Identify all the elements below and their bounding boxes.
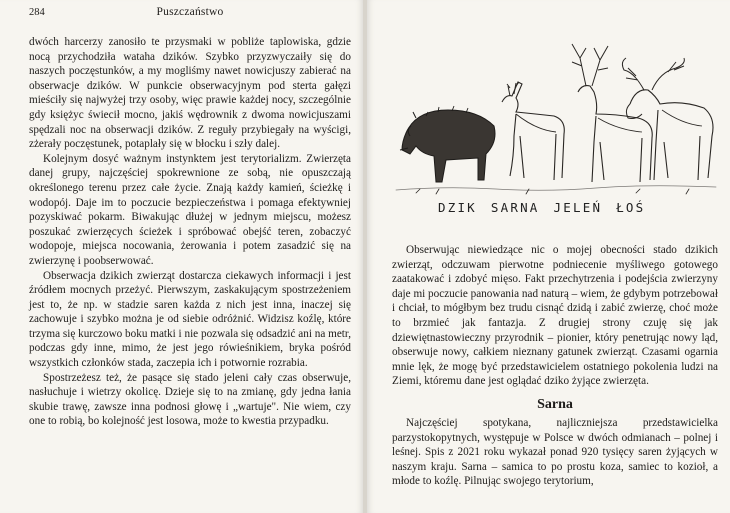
section-heading: Sarna (537, 396, 573, 412)
paragraph: dwóch harcerzy zanosiło te przysmaki w pobliże taplowiska, gdzie nocą przychodziła wataha dzików. Szybko przyzwyczaiły się do naszych poczęstunków, a my mogliśmy nawet nowicjuszy zabierać na obserwacje dzików. W punkcie obserwacyjnym pod sterta gałęzi mieściły się najwyżej trzy osoby, więc prawie każdej nocy, szczególnie gdy księżyc świecił mocno, jakiś wędrownik z dwoma nowicjuszami spędzali noc na obserwacji dzików. Z reguły przybiegały na wyścigi, zżerały poczęstunek, potaplały się w błocku i szły dalej. (29, 36, 351, 151)
boar-figure (400, 106, 495, 182)
caption-jelen: JELEŃ (553, 200, 603, 215)
paragraph: Kolejnym dosyć ważnym instynktem jest terytorializm. Zwierzęta danej grupy, najczęściej spokrewnione ze sobą, nie opuszczają określonego terenu przez całe życie. Znają każdy kamień, ścieżkę i wodopój. Daje im to poczucie bezpieczeństwa i pomaga efektywniej pozyskiwać pokarm. Biwakując dłużej w jednym miejscu, możesz poszukać zwierzęcych ścieżek i spróbować obejść teren, zobaczyć wodopoje, miejsca nocowania, żerowania i potem zasadzić się na zwierzynę i poobserwować. (29, 152, 351, 267)
running-title: Puszczaństwo (156, 6, 224, 18)
left-page (0, 0, 363, 513)
right-body-text (392, 243, 718, 489)
moose-figure (622, 58, 713, 180)
illustration-caption (438, 200, 645, 215)
caption-sarna: SARNA (490, 200, 540, 215)
paragraph: Obserwując niewiedzące nic o mojej obecności stado dzikich zwierząt, odczuwam pierwotne podniecenie myśliwego gotowego zaatakować i zdobyć mięso. Fakt przechytrzenia i podejścia zwierzyny daje mi poczucie panowania nad naturą – wiem, że gdybym potrzebował i chciał, to mógłbym bez trudu cisnąć dzidą i zabić zwierzę, choć może to brzmieć jak fantazja. Z drugiej strony czuję się jak dziewiętnastowieczny przyrodnik – pionier, który penetrując nowy ląd, obserwuje nowy, całkiem nieznany gatunek zwierząt. Czasami ogarnia mnie lęk, że mogę być przedstawicielem ostatniego pokolenia ludzi na Ziemi, któremu dane jest oglądać dziko żyjące zwierzęta. (392, 244, 718, 388)
page-number: 284 (29, 7, 45, 18)
roe-deer-figure (502, 82, 564, 180)
running-head (29, 6, 351, 26)
left-body-text (29, 35, 351, 429)
paragraph: Najczęściej spotykana, najliczniejsza przedstawicielka parzystokopytnych, występuje w Polsce w dwóch odmianach – polnej i leśnej. Spis z 2021 roku wykazał ponad 920 tysięcy saren żyjących w naszym kraju. Sarna – samica to po prostu koza, samiec to kozioł, a młode to koźlę. Pilnując swojego terytorium, (392, 416, 718, 488)
right-page (367, 0, 730, 513)
animals-illustration (386, 18, 718, 233)
caption-los: ŁOŚ (616, 200, 646, 215)
red-deer-figure (572, 44, 652, 182)
caption-dzik: DZIK (438, 200, 477, 215)
paragraph: Obserwacja dzikich zwierząt dostarcza ciekawych informacji i jest źródłem mocnych przeżyć. Pierwszym, zaskakującym spostrzeżeniem jest to, że np. w stadzie saren każda z nich jest inna, inaczej się zachowuje i szybko można je od siebie odróżnić. Widzisz koźlę, które trzyma się kurczowo boku matki i nie pozwala się odsadzić ani na metr, podczas gdy inne, mimo, że jest jego rówieśnikiem, bryka pośród wszystkich członków stada, zaczepia ich i potwornie rozrabia. (29, 269, 351, 370)
animals-sketch (386, 18, 726, 198)
paragraph: Spostrzeżesz też, że pasące się stado jeleni cały czas obserwuje, nasłuchuje i wietrzy okolicę. Dzieje się to na zmianę, gdy jedna łania skubie trawę, zawsze inna podnosi głowę i „wartuje". Nie wiem, czy one to robią, bo kolejność jest losowa, może to kwestia przypadku. (29, 371, 351, 428)
